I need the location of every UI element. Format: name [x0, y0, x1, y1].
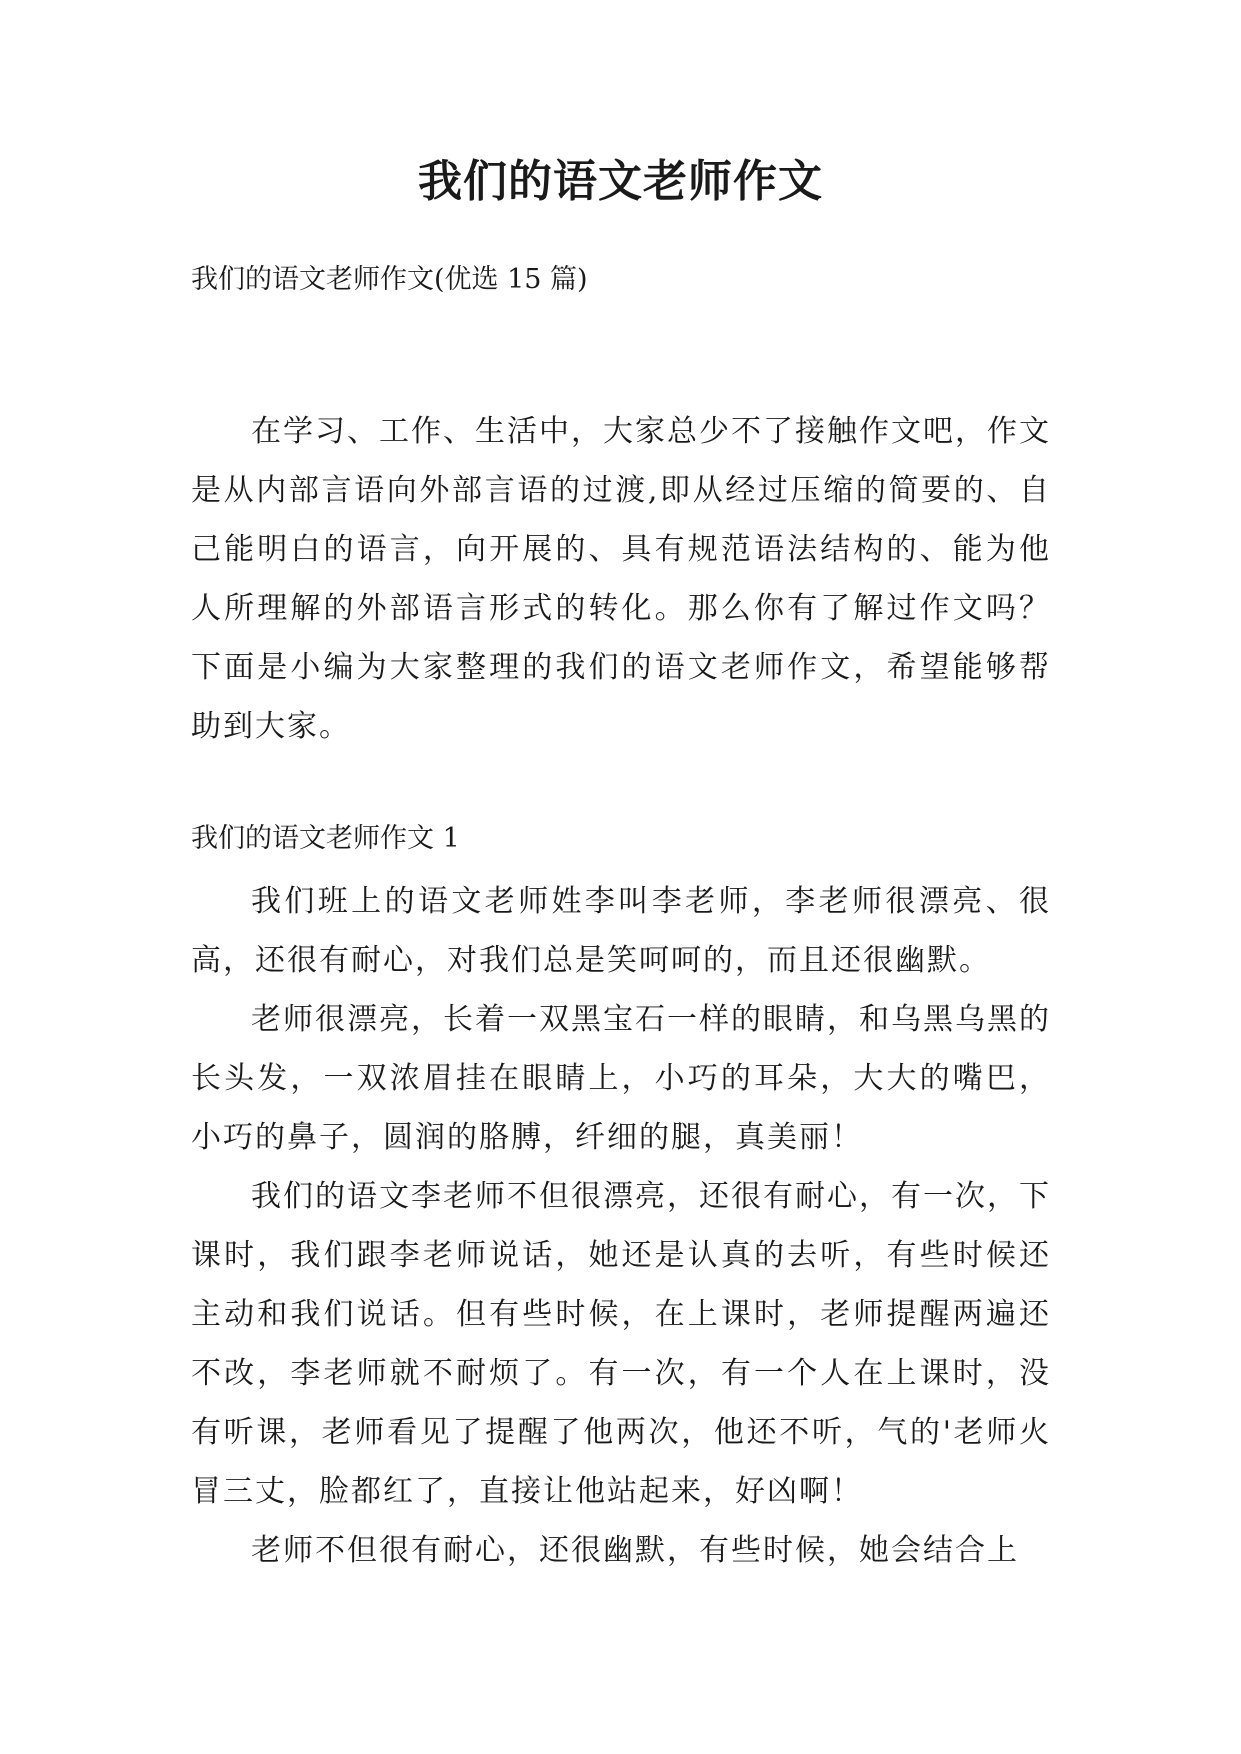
essay-paragraph: 老师很漂亮，长着一双黑宝石一样的眼睛，和乌黑乌黑的长头发，一双浓眉挂在眼睛上，小巧的耳朵，大大的嘴巴，小巧的鼻子，圆润的胳膊，纤细的腿，真美丽！	[191, 1002, 1051, 1155]
document-subtitle: 我们的语文老师作文(优选 15 篇)	[191, 264, 588, 295]
intro-section	[191, 402, 1051, 756]
intro-paragraph: 在学习、工作、生活中，大家总少不了接触作文吧，作文是从内部言语向外部言语的过渡,即从经过压缩的简要的、自己能明白的语言，向开展的、具有规范语法结构的、能为他人所理解的外部语言形式的转化。那么你有了解过作文吗？下面是小编为大家整理的我们的语文老师作文，希望能够帮助到大家。	[191, 414, 1051, 744]
essay-body	[191, 872, 1051, 1580]
essay-paragraph: 我们的语文李老师不但很漂亮，还很有耐心，有一次，下课时，我们跟李老师说话，她还是认真的去听，有些时候还主动和我们说话。但有些时候，在上课时，老师提醒两遍还不改，李老师就不耐烦了。有一次，有一个人在上课时，没有听课，老师看见了提醒了他两次，他还不听，气的'老师火冒三丈，脸都红了，直接让他站起来，好凶啊！	[191, 1179, 1051, 1509]
essay-paragraph: 我们班上的语文老师姓李叫李老师，李老师很漂亮、很高，还很有耐心，对我们总是笑呵呵的，而且还很幽默。	[191, 884, 1051, 978]
section-heading: 我们的语文老师作文 1	[191, 823, 460, 854]
document-title: 我们的语文老师作文	[418, 156, 823, 207]
essay-paragraph: 老师不但很有耐心，还很幽默，有些时候，她会结合上	[251, 1533, 1019, 1568]
